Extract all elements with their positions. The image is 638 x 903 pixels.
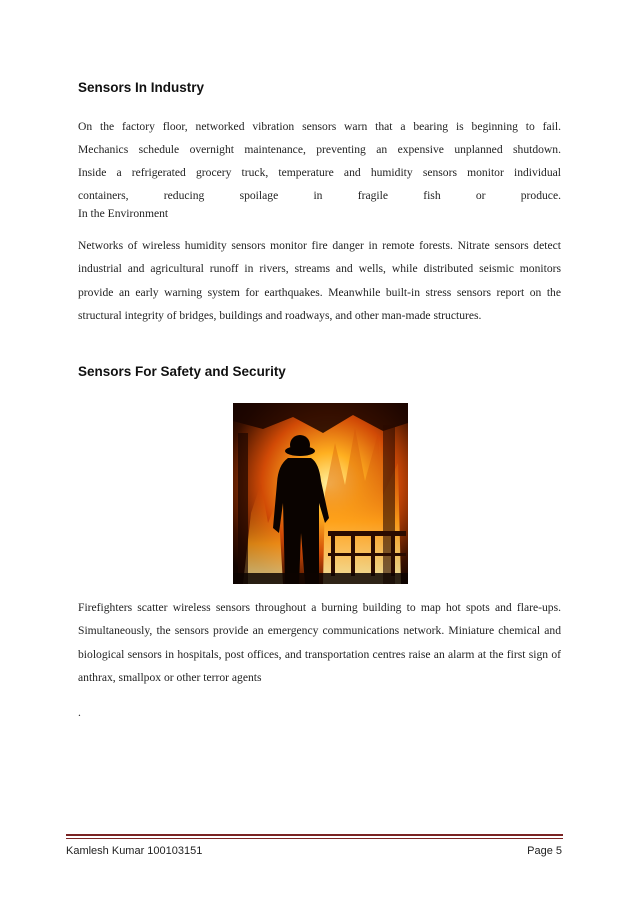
spread-word: in [313, 189, 323, 202]
industry-line-3-text: Inside a refrigerated grocery truck, temperature and humidity sensors monitor individual [78, 166, 561, 179]
industry-line-4 [78, 188, 561, 204]
spread-word: fish [423, 189, 441, 202]
industry-line-2 [78, 142, 561, 158]
industry-line-1-text: On the factory floor, networked vibration sensors warn that a bearing is beginning to fail. [78, 120, 561, 133]
trailing-mark: . [78, 706, 81, 719]
firefighter-photo [233, 403, 408, 584]
industry-line-2-text: Mechanics schedule overnight maintenance, preventing an expensive unplanned shutdown. [78, 143, 561, 156]
industry-line-1 [78, 119, 561, 135]
spread-word: reducing [163, 189, 205, 202]
subheading-in-the-environment: In the Environment [78, 207, 169, 220]
industry-line-3 [78, 165, 561, 181]
firefighter-fire-image [233, 403, 408, 584]
footer-author: Kamlesh Kumar 100103151 [66, 845, 203, 857]
heading-sensors-in-industry: Sensors In Industry [78, 80, 205, 95]
spread-word: containers, [78, 189, 129, 202]
spread-word: produce. [520, 189, 561, 202]
environment-paragraph: Networks of wireless humidity sensors monitor fire danger in remote forests. Nitrate sensors detect industrial and agricultural runoff in rivers, streams and wells, while distributed seismic monitors provide an early warning system for earthquakes. Meanwhile built-in stress sensors report on the structural integrity of bridges, buildings and roadways, and other man-made structures. [78, 239, 561, 323]
spread-word: spoilage [239, 189, 279, 202]
footer-rule-thin [66, 838, 563, 839]
spread-word: fragile [357, 189, 388, 202]
spread-word: or [475, 189, 486, 202]
heading-sensors-for-safety: Sensors For Safety and Security [78, 364, 286, 379]
safety-paragraph: Firefighters scatter wireless sensors throughout a burning building to map hot spots and flare-ups. Simultaneously, the sensors provide an emergency communications network. Miniature chemical and biological sensors in hospitals, post offices, and transportation centres raise an alarm at the first sign of anthrax, smallpox or other terror agents [78, 601, 561, 685]
footer-rule [66, 834, 563, 836]
footer-page-number: Page 5 [527, 845, 562, 857]
